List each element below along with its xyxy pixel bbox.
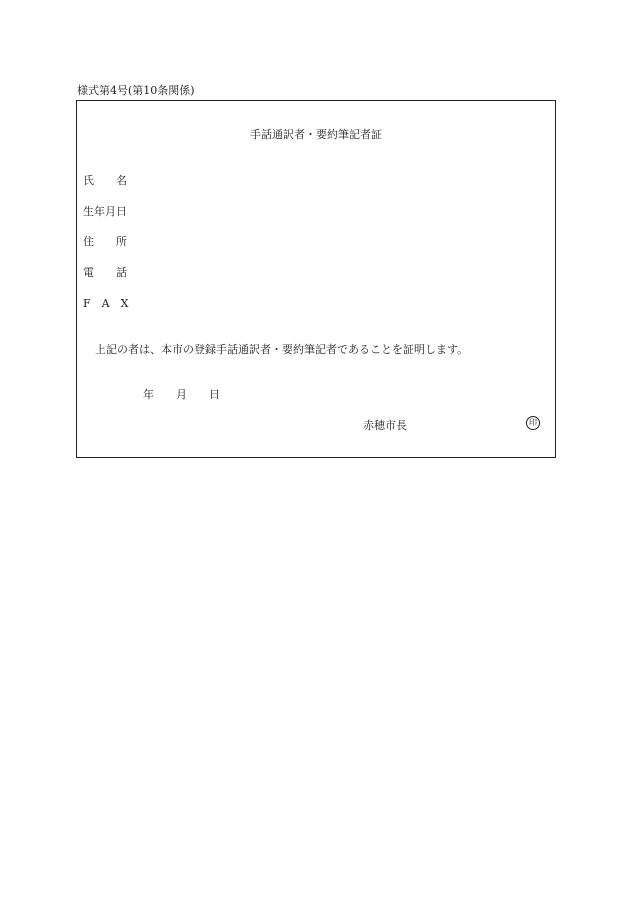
field-date-of-birth-label: 生年月日 [83, 205, 127, 218]
certification-statement: 上記の者は、本市の登録手話通訳者・要約筆記者であることを証明します。 [95, 343, 469, 356]
issue-date-line: 年 月 日 [143, 388, 220, 401]
field-address-label: 住 所 [83, 235, 127, 248]
field-name-label: 氏 名 [83, 174, 127, 187]
issuer-title: 赤穂市長 [363, 419, 407, 432]
seal-mark-icon: 印 [526, 416, 540, 430]
field-fax-label: F A X [83, 297, 129, 310]
certificate-box [76, 100, 556, 458]
field-phone-label: 電 話 [83, 266, 127, 279]
form-number: 様式第4号(第10条関係) [77, 84, 195, 97]
certificate-title: 手話通訳者・要約筆記者証 [250, 128, 382, 141]
